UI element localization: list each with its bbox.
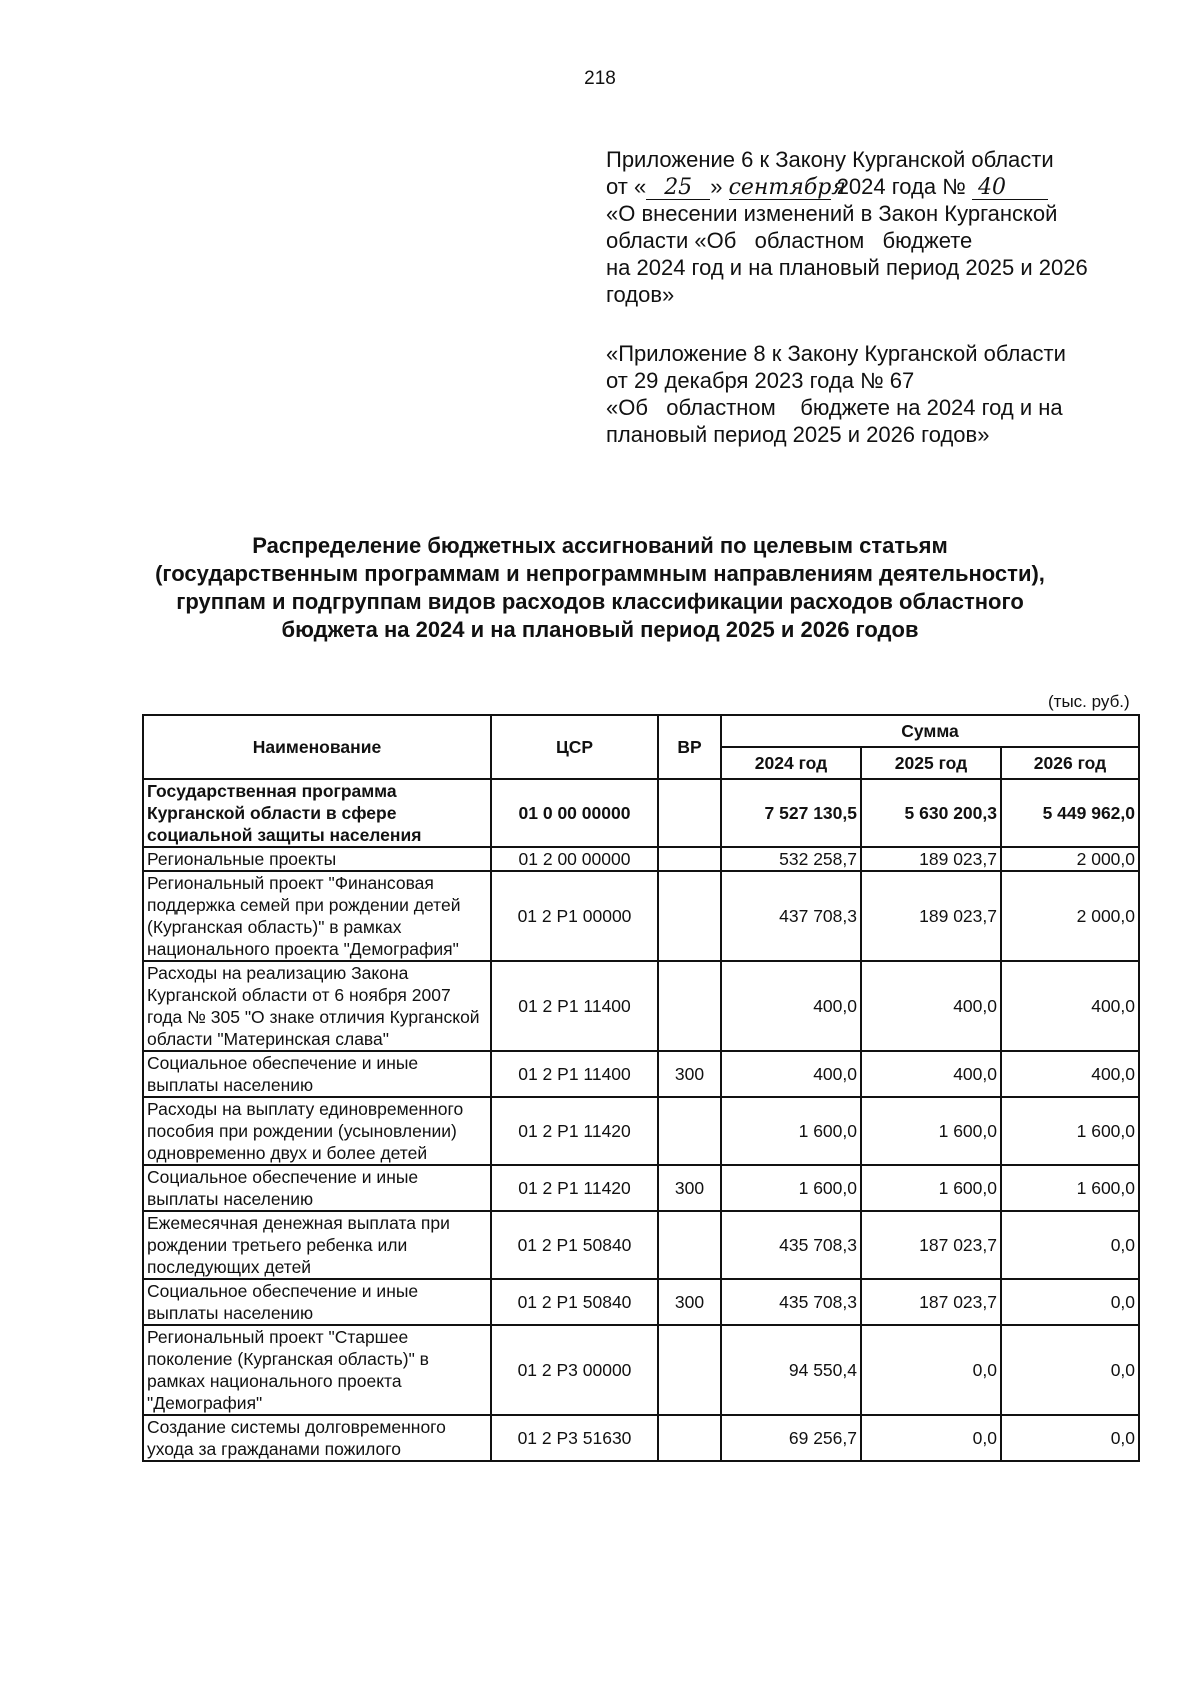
row-name: Региональный проект "Старшее поколение (Курганская область)" в рамках национального проекта "Демография" — [143, 1325, 491, 1415]
annex-line-3: «О внесении изменений в Закон Курганской — [606, 201, 1058, 226]
document-title — [120, 532, 1080, 644]
annex-line-6: годов» — [606, 282, 675, 307]
annex-line-5: на 2024 год и на плановый период 2025 и 2026 — [606, 255, 1088, 280]
annex-line-4: области «Об областном бюджете — [606, 228, 973, 253]
table-row — [143, 1415, 1139, 1461]
row-amount-2026: 400,0 — [1001, 1051, 1139, 1097]
row-csr: 01 0 00 00000 — [491, 779, 658, 847]
title-line-1: Распределение бюджетных ассигнований по целевым статьям — [252, 533, 948, 558]
row-vr — [658, 1325, 721, 1415]
row-csr: 01 2 Р1 11420 — [491, 1097, 658, 1165]
header-2024: 2024 год — [721, 747, 861, 779]
row-name: Социальное обеспечение и иные выплаты населению — [143, 1279, 491, 1325]
table-row — [143, 1165, 1139, 1211]
row-name: Расходы на реализацию Закона Курганской области от 6 ноября 2007 года № 305 "О знаке отличия Курганской области "Материнская слава" — [143, 961, 491, 1051]
row-vr — [658, 871, 721, 961]
table-header — [143, 715, 1139, 779]
row-vr: 300 — [658, 1279, 721, 1325]
annex-current — [606, 146, 1166, 308]
row-amount-2024: 437 708,3 — [721, 871, 861, 961]
annex-prev-line-2: от 29 декабря 2023 года № 67 — [606, 368, 915, 393]
header-2025: 2025 год — [861, 747, 1001, 779]
row-amount-2025: 400,0 — [861, 1051, 1001, 1097]
row-amount-2024: 435 708,3 — [721, 1279, 861, 1325]
table-row — [143, 1211, 1139, 1279]
row-name: Государственная программа Курганской области в сфере социальной защиты населения — [143, 779, 491, 847]
annex-year-text: 2024 года № — [836, 174, 966, 199]
row-name: Социальное обеспечение и иные выплаты населению — [143, 1051, 491, 1097]
row-amount-2024: 69 256,7 — [721, 1415, 861, 1461]
row-csr: 01 2 Р1 11400 — [491, 1051, 658, 1097]
table-row — [143, 847, 1139, 871]
row-vr — [658, 961, 721, 1051]
row-name: Региональные проекты — [143, 847, 491, 871]
row-name: Расходы на выплату единовременного пособия при рождении (усыновлении) одновременно двух и более детей — [143, 1097, 491, 1165]
header-sum: Сумма — [721, 715, 1139, 747]
table-row — [143, 1279, 1139, 1325]
row-vr — [658, 1097, 721, 1165]
header-2026: 2026 год — [1001, 747, 1139, 779]
annex-previous — [606, 340, 1166, 448]
row-amount-2025: 1 600,0 — [861, 1097, 1001, 1165]
row-amount-2024: 400,0 — [721, 961, 861, 1051]
table-row — [143, 1325, 1139, 1415]
table-row — [143, 1051, 1139, 1097]
title-line-3: группам и подгруппам видов расходов классификации расходов областного — [176, 589, 1024, 614]
row-csr: 01 2 Р3 51630 — [491, 1415, 658, 1461]
row-vr — [658, 1211, 721, 1279]
row-amount-2026: 0,0 — [1001, 1415, 1139, 1461]
row-amount-2025: 189 023,7 — [861, 871, 1001, 961]
budget-table — [142, 714, 1140, 1462]
row-csr: 01 2 Р1 11400 — [491, 961, 658, 1051]
row-amount-2025: 187 023,7 — [861, 1211, 1001, 1279]
row-vr — [658, 1415, 721, 1461]
table-row — [143, 871, 1139, 961]
row-csr: 01 2 Р3 00000 — [491, 1325, 658, 1415]
row-amount-2025: 189 023,7 — [861, 847, 1001, 871]
annex-prev-line-4: плановый период 2025 и 2026 годов» — [606, 422, 990, 447]
annex-quote-close: » — [710, 174, 723, 199]
row-name: Создание системы долговременного ухода за гражданами пожилого — [143, 1415, 491, 1461]
annex-number-handwritten: 40 — [972, 177, 1048, 200]
annex-day-handwritten: 25 — [646, 177, 710, 200]
row-amount-2024: 1 600,0 — [721, 1097, 861, 1165]
header-name: Наименование — [143, 715, 491, 779]
row-amount-2025: 187 023,7 — [861, 1279, 1001, 1325]
header-vr: ВР — [658, 715, 721, 779]
annex-prev-line-3: «Об областном бюджете на 2024 год и на — [606, 395, 1063, 420]
annex-prev-line-1: «Приложение 8 к Закону Курганской области — [606, 341, 1066, 366]
row-amount-2026: 0,0 — [1001, 1211, 1139, 1279]
row-name: Ежемесячная денежная выплата при рождении третьего ребенка или последующих детей — [143, 1211, 491, 1279]
header-csr: ЦСР — [491, 715, 658, 779]
table-body — [143, 779, 1139, 1461]
row-amount-2026: 400,0 — [1001, 961, 1139, 1051]
title-line-2: (государственным программам и непрограммным направлениям деятельности), — [155, 561, 1045, 586]
row-vr: 300 — [658, 1051, 721, 1097]
annex-line-1: Приложение 6 к Закону Курганской области — [606, 147, 1054, 172]
row-amount-2026: 2 000,0 — [1001, 847, 1139, 871]
row-amount-2024: 400,0 — [721, 1051, 861, 1097]
table-row — [143, 1097, 1139, 1165]
row-amount-2025: 5 630 200,3 — [861, 779, 1001, 847]
row-amount-2025: 0,0 — [861, 1415, 1001, 1461]
row-csr: 01 2 Р1 11420 — [491, 1165, 658, 1211]
row-amount-2025: 0,0 — [861, 1325, 1001, 1415]
row-vr — [658, 779, 721, 847]
row-amount-2024: 1 600,0 — [721, 1165, 861, 1211]
annex-month-handwritten: сентября — [728, 175, 846, 200]
row-amount-2026: 2 000,0 — [1001, 871, 1139, 961]
row-amount-2026: 5 449 962,0 — [1001, 779, 1139, 847]
units-label: (тыс. руб.) — [1048, 692, 1130, 711]
annex-date-line — [606, 173, 1166, 200]
annex-from-label: от « — [606, 174, 647, 199]
page-number: 218 — [584, 68, 616, 89]
title-line-4: бюджета на 2024 и на плановый период 2025 и 2026 годов — [281, 617, 919, 642]
table-row — [143, 779, 1139, 847]
row-amount-2024: 7 527 130,5 — [721, 779, 861, 847]
row-amount-2026: 1 600,0 — [1001, 1097, 1139, 1165]
row-vr — [658, 847, 721, 871]
row-csr: 01 2 Р1 50840 — [491, 1279, 658, 1325]
row-csr: 01 2 Р1 00000 — [491, 871, 658, 961]
row-name: Региональный проект "Финансовая поддержка семей при рождении детей (Курганская область)" в рамках национального проекта "Демография" — [143, 871, 491, 961]
row-amount-2026: 0,0 — [1001, 1279, 1139, 1325]
row-amount-2025: 1 600,0 — [861, 1165, 1001, 1211]
row-amount-2025: 400,0 — [861, 961, 1001, 1051]
row-amount-2024: 435 708,3 — [721, 1211, 861, 1279]
row-vr: 300 — [658, 1165, 721, 1211]
row-amount-2026: 0,0 — [1001, 1325, 1139, 1415]
row-amount-2024: 532 258,7 — [721, 847, 861, 871]
row-amount-2024: 94 550,4 — [721, 1325, 861, 1415]
row-csr: 01 2 00 00000 — [491, 847, 658, 871]
row-amount-2026: 1 600,0 — [1001, 1165, 1139, 1211]
row-csr: 01 2 Р1 50840 — [491, 1211, 658, 1279]
table-row — [143, 961, 1139, 1051]
row-name: Социальное обеспечение и иные выплаты населению — [143, 1165, 491, 1211]
